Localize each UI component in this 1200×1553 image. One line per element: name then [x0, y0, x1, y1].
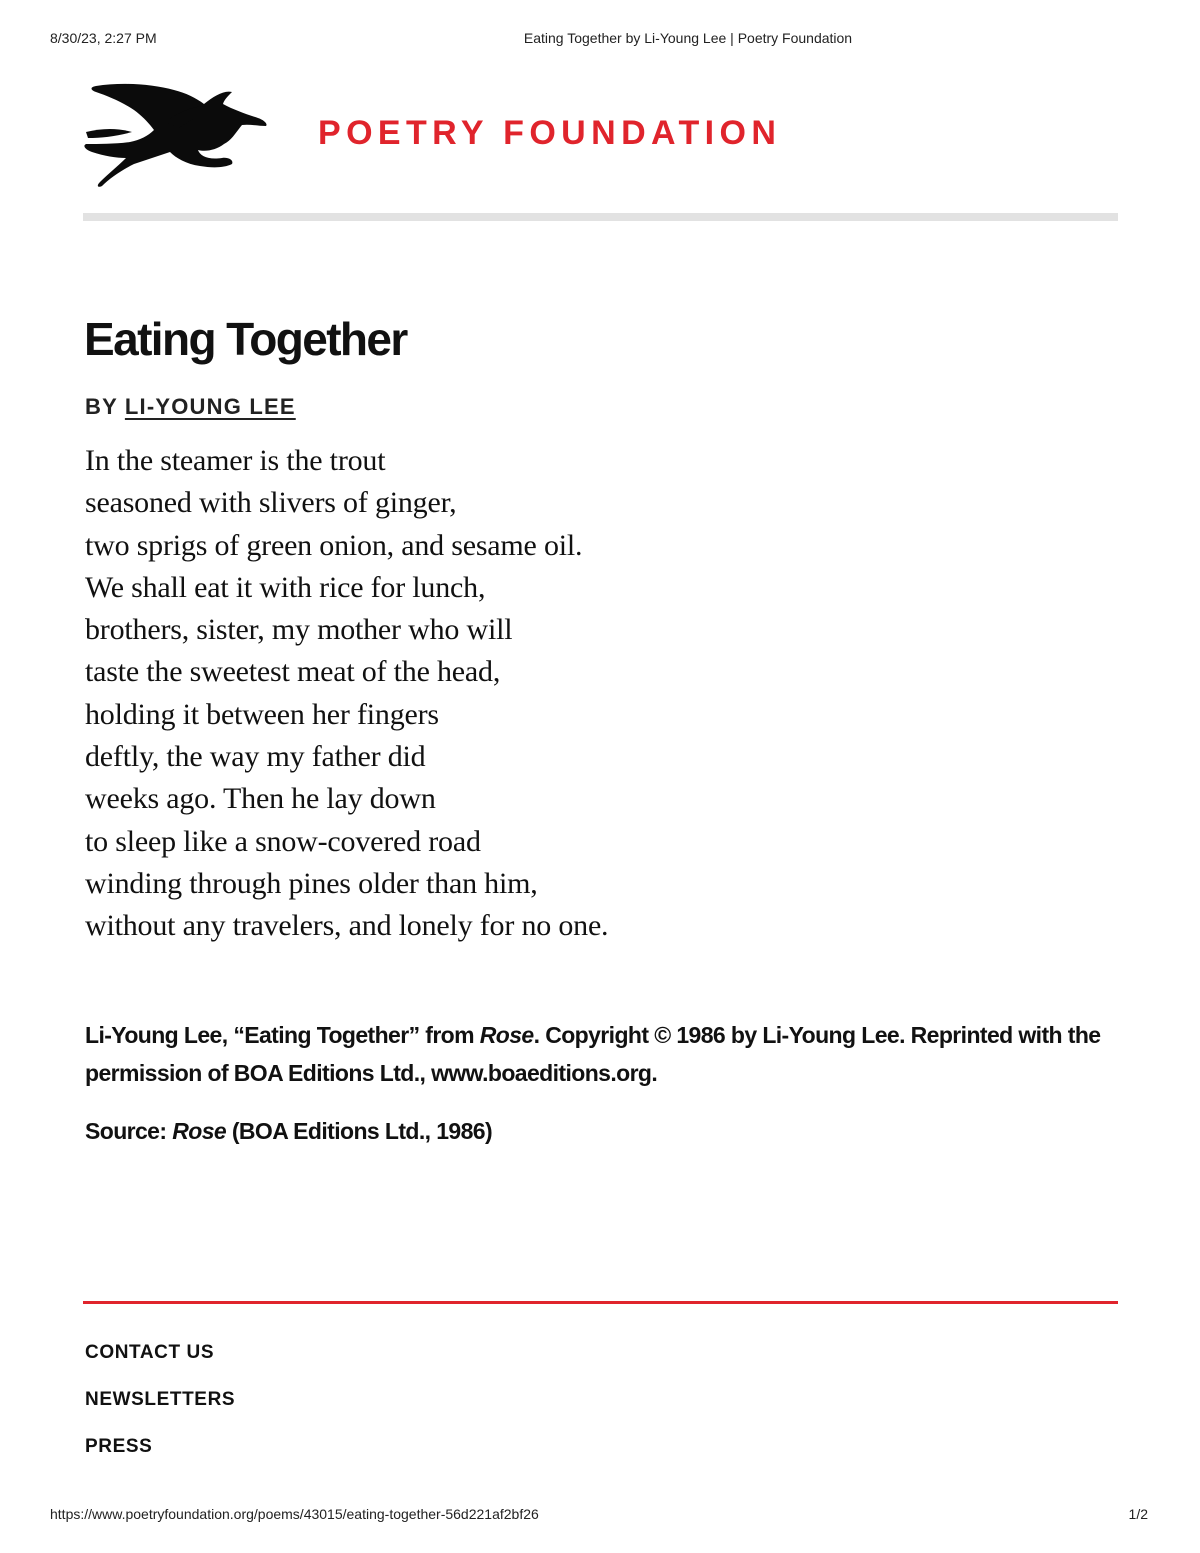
poem-line: seasoned with slivers of ginger,: [85, 486, 457, 520]
print-footer: [0, 1506, 1200, 1526]
copyright-credit: [85, 1016, 1125, 1092]
footer-link-newsletters[interactable]: NEWSLETTERS: [85, 1389, 236, 1410]
poem-line: We shall eat it with rice for lunch,: [85, 570, 486, 604]
poem-line: In the steamer is the trout: [85, 444, 386, 477]
credit-book-title: Rose: [479, 1022, 534, 1048]
footer-divider: [83, 1301, 1118, 1304]
pegasus-icon[interactable]: [82, 82, 270, 190]
print-datetime: 8/30/23, 2:27 PM: [50, 30, 157, 46]
poem-line: holding it between her fingers: [85, 697, 439, 731]
author-link[interactable]: LI-YOUNG LEE: [124, 394, 296, 419]
print-page-number: 1/2: [1128, 1506, 1148, 1522]
header-divider: [83, 213, 1118, 221]
poem-line: winding through pines older than him,: [85, 866, 538, 900]
byline: [85, 394, 296, 420]
poem-line: brothers, sister, my mother who will: [85, 613, 513, 647]
byline-label: BY: [85, 394, 118, 419]
poem-line: taste the sweetest meat of the head,: [85, 655, 501, 689]
source-book-title: Rose: [172, 1118, 227, 1144]
source-label: Source:: [85, 1118, 173, 1144]
footer-nav: [85, 1340, 235, 1481]
credit-prefix: Li-Young Lee, “Eating Together” from: [85, 1022, 480, 1048]
footer-link-press[interactable]: PRESS: [85, 1436, 153, 1457]
footer-link-contact-us[interactable]: CONTACT US: [85, 1342, 215, 1363]
page-title: Eating Together: [84, 313, 407, 365]
print-page-title: Eating Together by Li-Young Lee | Poetry Foundation: [523, 30, 853, 46]
poem-line: weeks ago. Then he lay down: [85, 782, 436, 816]
poem-line: deftly, the way my father did: [85, 740, 426, 774]
poem-body: [85, 440, 608, 948]
poem-line: two sprigs of green onion, and sesame oil.: [85, 528, 583, 562]
credit-suffix: . Copyright © 1986 by Li-Young Lee. Reprinted with the permission of BOA Editions Ltd., www.boaeditions.org.: [85, 1022, 1101, 1086]
source-details: (BOA Editions Ltd., 1986): [226, 1118, 493, 1144]
print-url: https://www.poetryfoundation.org/poems/43015/eating-together-56d221af2bf26: [50, 1506, 539, 1522]
brand-name[interactable]: POETRY FOUNDATION: [318, 114, 782, 152]
source-line: [85, 1118, 492, 1145]
poem-line: without any travelers, and lonely for no one.: [85, 909, 609, 943]
print-header: [0, 30, 1200, 50]
poem-line: to sleep like a snow-covered road: [85, 824, 481, 858]
